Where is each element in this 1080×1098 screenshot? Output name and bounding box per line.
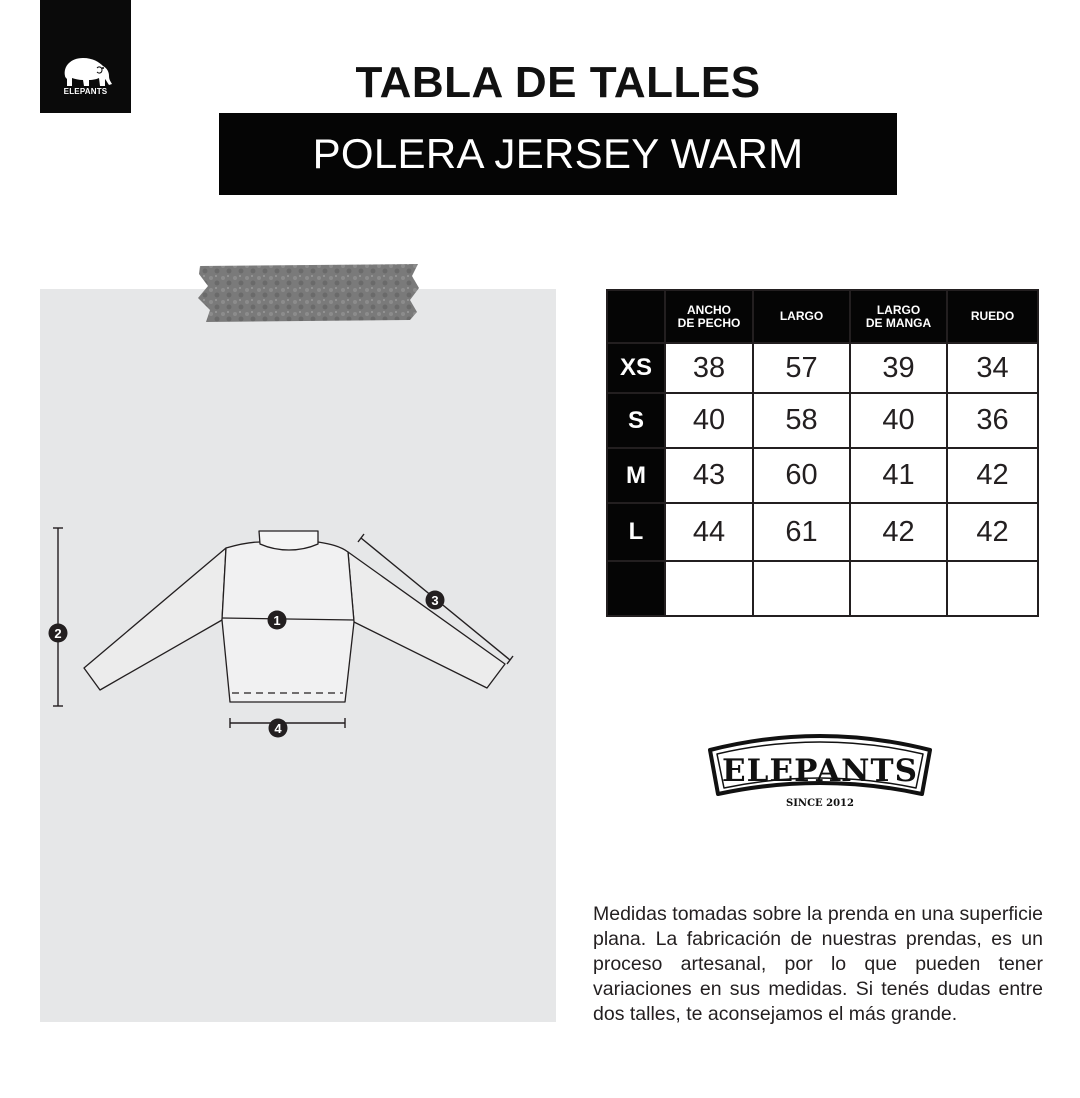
table-cell: 34 [947, 343, 1038, 393]
garment-illustration [40, 520, 540, 760]
table-cell: 40 [850, 393, 947, 448]
svg-text:3: 3 [431, 593, 439, 608]
marker-1 [268, 611, 287, 630]
badge-since-text: SINCE 2012 [786, 798, 854, 809]
size-label [607, 561, 665, 616]
product-name: POLERA JERSEY WARM [219, 113, 897, 195]
column-header: RUEDO [947, 290, 1038, 343]
size-label: M [607, 448, 665, 503]
marker-4 [269, 719, 288, 738]
header-corner [607, 290, 665, 343]
table-cell: 36 [947, 393, 1038, 448]
table-cell [850, 561, 947, 616]
table-cell [947, 561, 1038, 616]
svg-text:2: 2 [54, 626, 62, 641]
table-cell: 58 [753, 393, 850, 448]
table-cell: 60 [753, 448, 850, 503]
size-table [606, 289, 1039, 617]
marker-2 [49, 624, 68, 643]
table-cell: 57 [753, 343, 850, 393]
table-cell: 43 [665, 448, 753, 503]
brand-badge [702, 728, 938, 812]
measurement-note: Medidas tomadas sobre la prenda en una superficie plana. La fabricación de nuestras prendas, es un proceso artesanal, por lo que pueden tener variaciones en sus medidas. Si tenés dudas entre dos talles, te aconsejamos el más grande. [593, 903, 1043, 1025]
table-row [607, 448, 1038, 503]
column-header: LARGO [753, 290, 850, 343]
table-cell: 41 [850, 448, 947, 503]
svg-text:4: 4 [274, 721, 282, 736]
svg-text:1: 1 [273, 613, 281, 628]
table-cell: 61 [753, 503, 850, 561]
page-title: TABLA DE TALLES [355, 58, 761, 107]
table-cell: 42 [850, 503, 947, 561]
tape-strip [196, 262, 421, 324]
table-cell: 40 [665, 393, 753, 448]
table-cell: 39 [850, 343, 947, 393]
table-header-row [607, 290, 1038, 343]
size-label: S [607, 393, 665, 448]
table-row [607, 561, 1038, 616]
column-header: ANCHO DE PECHO [665, 290, 753, 343]
logo-text: ELEPANTS [63, 87, 108, 96]
table-cell [753, 561, 850, 616]
elephant-icon [59, 54, 113, 88]
size-label: L [607, 503, 665, 561]
column-header: LARGO DE MANGA [850, 290, 947, 343]
table-cell: 44 [665, 503, 753, 561]
table-row [607, 503, 1038, 561]
table-cell [665, 561, 753, 616]
badge-brand-text: ELEPANTS [722, 753, 918, 789]
table-row [607, 393, 1038, 448]
table-row [607, 343, 1038, 393]
size-label: XS [607, 343, 665, 393]
brand-logo [40, 0, 131, 113]
table-cell: 42 [947, 503, 1038, 561]
table-cell: 38 [665, 343, 753, 393]
table-cell: 42 [947, 448, 1038, 503]
marker-3 [426, 591, 445, 610]
